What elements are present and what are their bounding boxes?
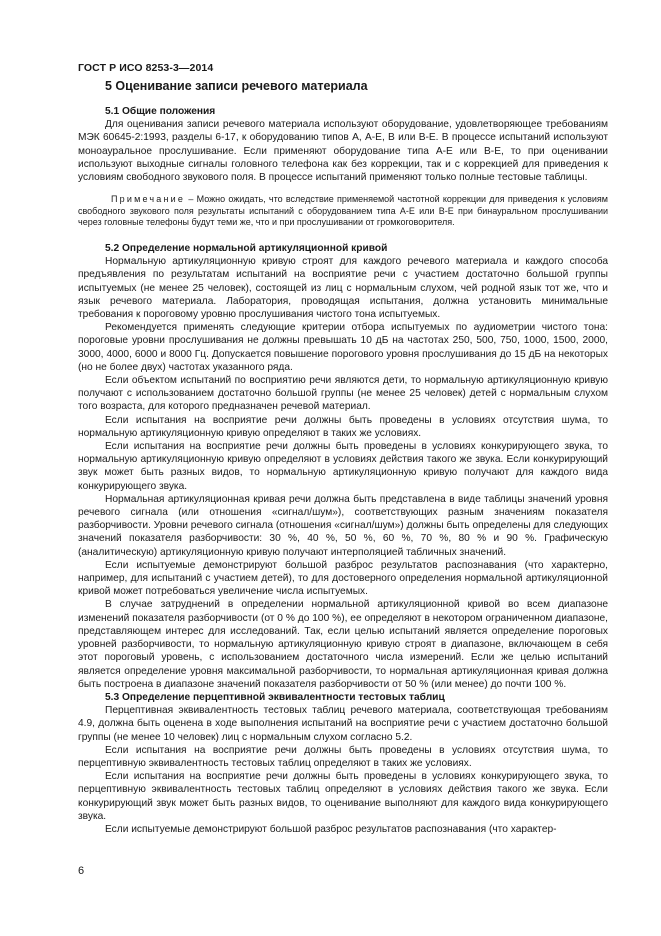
note-label: Примечание	[111, 194, 186, 205]
paragraph: Если испытания на восприятие речи должны быть проведены в условиях отсутствия шума, то нормальную артикуляционную кривую определяют в таких же условиях.	[78, 414, 608, 439]
note-text: – Можно ожидать, что вследствие применяемой частотной коррекции для приведения к условиям свободного звукового поля результаты испытаний с оборудованием типа А-Е или В-Е при бинауральном прослушивании через головные телефоны будут теми же, что и при прослушивании от громкоговорителя.	[78, 194, 608, 228]
standard-designation: ГОСТ Р ИСО 8253-3—2014	[78, 62, 214, 74]
paragraph: Если испытания на восприятие речи должны быть проведены в условиях конкурирующего звука, то нормальную артикуляционную кривую определяют в условиях действия такого же звука. Если конкурирующий звук может быть разных видов, то нормальную артикуляционную кривую получают для каждого вида конкурирующего звука.	[78, 441, 608, 492]
paragraph: Перцептивная эквивалентность тестовых таблиц речевого материала, соответствующая требованиям 4.9, должна быть оценена в ходе выполнения испытаний на восприятие речи с участием достаточно большой группы (не менее 10 человек) лиц с нормальным слухом согласно 5.2.	[78, 705, 608, 743]
paragraph: Для оценивания записи речевого материала используют оборудование, удовлетворяющее требованиям МЭК 60645-2:1993, разделы 6-17, к оборудованию типов А, А-Е, В или В-Е. В процессе испытаний используют моноауральное прослушивание. Если применяют оборудование типа А-Е или В-Е, то при оценивании используют выходные сигналы головного телефона как без коррекции, так и с коррекцией для приведения к условиям свободного звукового поля. В процессе испытаний применяют только полные тестовые таблицы.	[78, 119, 608, 184]
paragraph: Если испытуемые демонстрируют большой разброс результатов распознавания (что характер-	[105, 823, 557, 835]
page-number: 6	[78, 865, 85, 877]
paragraph: В случае затруднений в определении нормальной артикуляционной кривой во всем диапазоне изменений показателя разборчивости (от 0 % до 100 %), ее определяют в некотором ограниченном диапазоне, представляющем интерес для исследований. Так, если целью испытаний является определение пороговых уровней разборчивости, то нормальную артикуляционную кривую строят в диапазоне, включающем в себя этот пороговый уровень, с использованием достаточного числа измерений. Если же целью испытаний является определение уровня максимальной разборчивости, то нормальная артикуляционная кривая должна быть построена в диапазоне значений показателя разборчивости от 50 % (или менее) до почти 100 %.	[78, 599, 608, 690]
paragraph: Если испытания на восприятие речи должны быть проведены в условиях конкурирующего звука, то перцептивную эквивалентность тестовых таблиц определяют в условиях действия такого же звука. Если конкурирующий звук может быть разных видов, то оценивание выполняют для каждого вида конкурирующего звука.	[78, 771, 608, 822]
paragraph: Если испытуемые демонстрируют большой разброс результатов распознавания (что характерно, например, для испытаний с участием детей), то для достоверного определения нормальной артикуляционной кривой может потребоваться увеличение числа испытуемых.	[78, 559, 608, 598]
paragraph: Нормальную артикуляционную кривую строят для каждого речевого материала и каждого способа предъявления по результатам испытаний на восприятие речи с участием достаточно большой группы испытуемых (не менее 25 человек), состоящей из лиц с нормальным слухом, чей родной язык тот же, что и язык речевого материала. Лаборатория, проводящая испытания, должна установить минимальные требования к пороговому уровню прослушивания чистого тона испытуемых.	[78, 256, 608, 321]
paragraph: Если испытания на восприятие речи должны быть проведены в условиях отсутствия шума, то перцептивную эквивалентность тестовых таблиц определяют в таких же условиях.	[78, 744, 608, 769]
paragraph: Если объектом испытаний по восприятию речи являются дети, то нормальную артикуляционную кривую получают с использованием достаточно большой группы (не менее 25 человек) детей с нормальным слухом того возраста, для которого предназначен речевой материал.	[78, 375, 608, 413]
note	[78, 194, 608, 229]
subsection-title-5-1: 5.1 Общие положения	[105, 106, 216, 117]
subsection-title-5-2: 5.2 Определение нормальной артикуляционной кривой	[105, 243, 388, 254]
subsection-title-5-3: 5.3 Определение перцептивной эквивалентности тестовых таблиц	[105, 691, 445, 703]
section-title: 5 Оценивание записи речевого материала	[105, 79, 368, 93]
paragraph: Нормальная артикуляционная кривая речи должна быть представлена в виде таблицы значений уровня речевого сигнала (или отношения «сигнал/шум»), соответствующих разным значениям показателя разборчивости. Уровни речевого сигнала (отношения «сигнал/шум») должны быть определены для следующих значений показателя разборчивости: 30 %, 40 %, 50 %, 60 %, 70 %, 80 % и 90 %. Графическую (аналитическую) артикуляционную кривую получают интерполяцией табличных значений.	[78, 493, 608, 558]
document-page	[78, 62, 608, 836]
paragraph: Рекомендуется применять следующие критерии отбора испытуемых по аудиометрии чистого тона: пороговые уровни прослушивания не должны превышать 10 дБ на частотах 250, 500, 750, 1000, 1500, 2000, 3000, 4000, 6000 и 8000 Гц. Допускается повышение порогового уровня прослушивания до 15 дБ на некоторых (но не более двух) частотах указанного ряда.	[78, 322, 608, 373]
